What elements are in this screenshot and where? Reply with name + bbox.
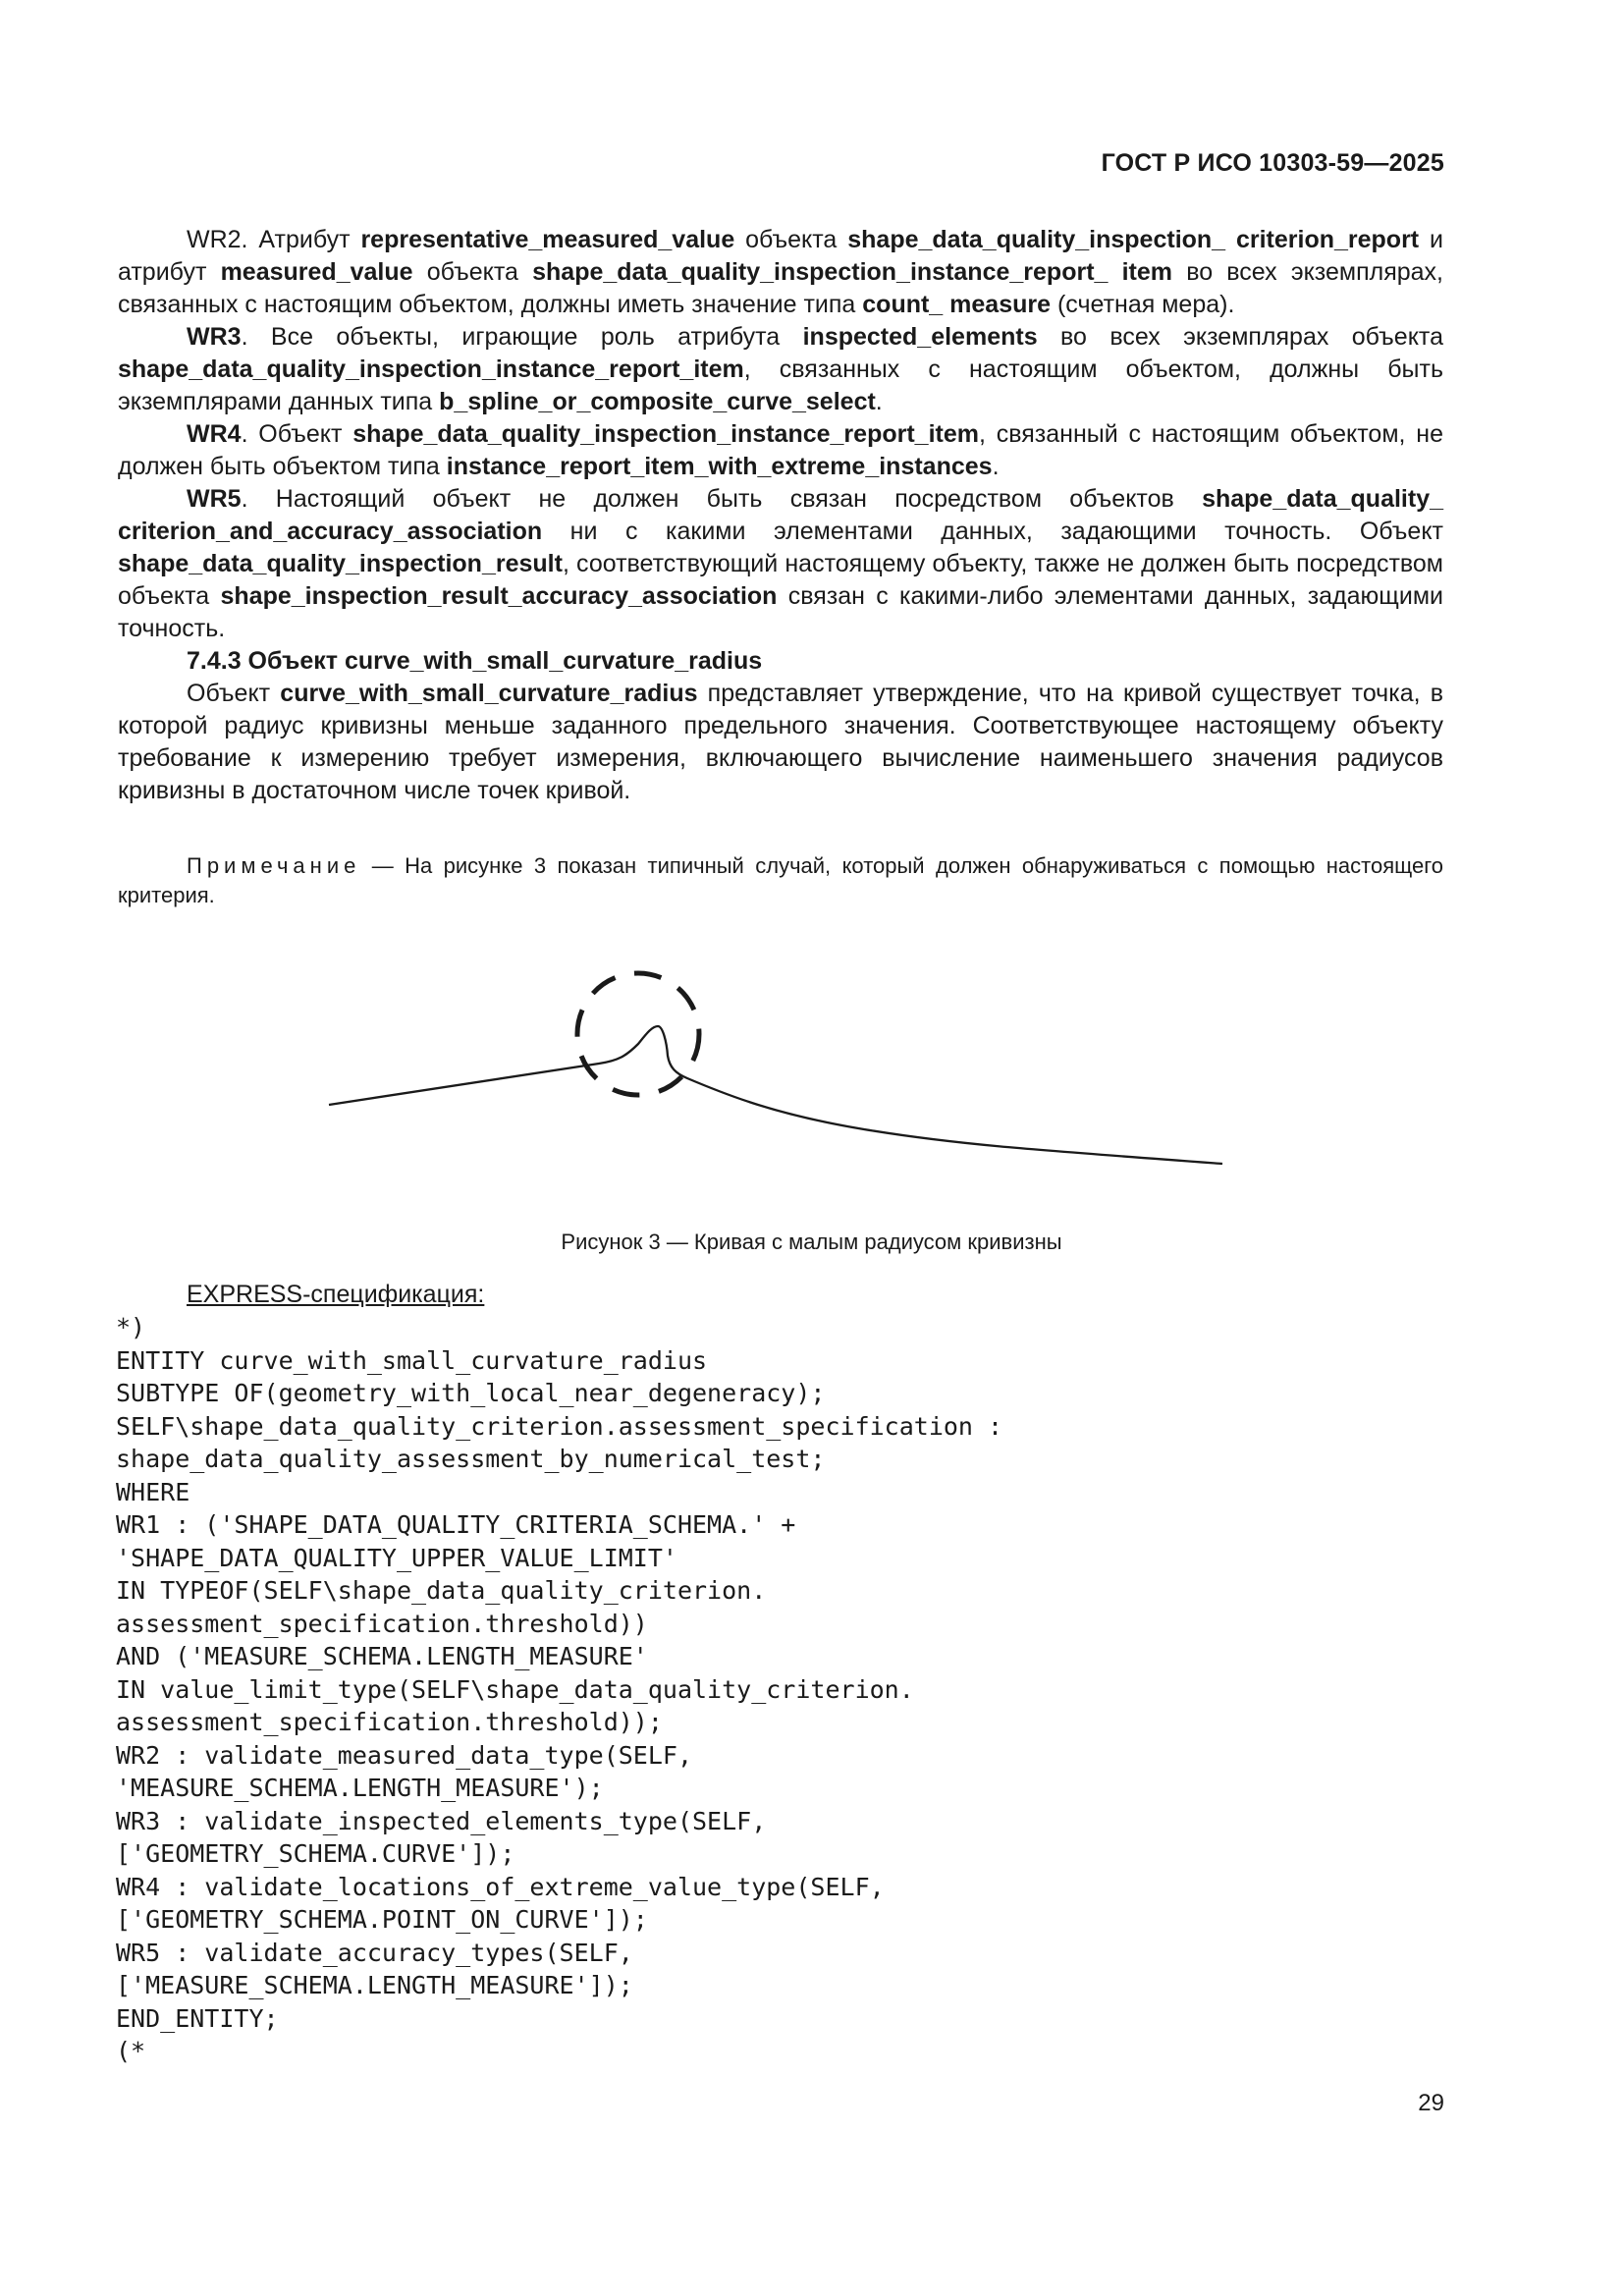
text-span: . Настоящий объект не должен быть связан посредством объектов bbox=[241, 485, 1203, 513]
paragraph-wr4 bbox=[118, 418, 1443, 483]
entity-name: curve_with_small_curvature_radius bbox=[280, 680, 698, 707]
rule-label: WR5 bbox=[187, 485, 242, 513]
section-heading-text: 7.4.3 Объект curve_with_small_curvature_radius bbox=[187, 647, 763, 675]
text-span: . bbox=[992, 453, 1000, 480]
entity-name: inspected_elements bbox=[802, 323, 1038, 351]
express-code: *) ENTITY curve_with_small_curvature_radius SUBTYPE OF(geometry_with_local_near_degeneracy); SELF\shape_data_quality_criterion.assessment_specification : shape_data_quality_assessment_by_numerical_test; WHERE WR1 : ('SHAPE_DATA_QUALITY_CRITERIA_SCHEMA.' + 'SHAPE_DATA_QUALITY_UPPER_VALUE_LIMIT' IN TYPEOF(SELF\shape_data_quality_criterion. assessment_specification.threshold)) AND ('MEASURE_SCHEMA.LENGTH_MEASURE' IN value_limit_type(SELF\shape_data_quality_criterion. assessment_specification.threshold)); WR2 : validate_measured_data_type(SELF, 'MEASURE_SCHEMA.LENGTH_MEASURE'); WR3 : validate_inspected_elements_type(SELF, ['GEOMETRY_SCHEMA.CURVE']); WR4 : validate_locations_of_extreme_value_type(SELF, ['GEOMETRY_SCHEMA.POINT_ON_CURVE']); WR5 : validate_accuracy_types(SELF, ['MEASURE_SCHEMA.LENGTH_MEASURE']); END_ENTITY; (* bbox=[116, 1313, 1003, 2065]
highlight-circle bbox=[577, 973, 699, 1095]
entity-name: shape_data_quality_inspection_instance_report_ item bbox=[532, 258, 1173, 286]
document-header: ГОСТ Р ИСО 10303-59—2025 bbox=[1101, 149, 1444, 177]
text-span: , связанный с настоящим объектом, не должен быть объектом типа bbox=[118, 420, 1443, 480]
text-span: объекта bbox=[734, 226, 848, 253]
text-span: , связанных с настоящим объектом, должны быть экземплярами данных типа bbox=[118, 355, 1443, 415]
text-span: . Все объекты, играющие роль атрибута bbox=[241, 323, 803, 351]
paragraph-wr5 bbox=[118, 483, 1443, 645]
page-number: 29 bbox=[1418, 2090, 1444, 2116]
entity-name: shape_data_quality_inspection_ criterion_report bbox=[847, 226, 1420, 253]
entity-name: shape_data_quality_inspection_instance_report_item bbox=[118, 355, 744, 383]
text-span: . Объект bbox=[241, 420, 353, 448]
text-span: во всех экземплярах объекта bbox=[1037, 323, 1443, 351]
body-text bbox=[118, 224, 1443, 807]
entity-name: shape_data_quality_inspection_instance_report_item bbox=[352, 420, 979, 448]
text-span: представляет утверждение, что на кривой существует точка, в которой радиус кривизны меньше заданного предельного значения. Соответствующее настоящему объекту требование к измерению требует измерения, включающего вычисление наименьшего значения радиусов кривизны в достаточном числе точек кривой. bbox=[118, 680, 1443, 804]
text-span: WR2. Атрибут bbox=[187, 226, 361, 253]
note bbox=[118, 851, 1443, 910]
paragraph-intro bbox=[118, 678, 1443, 807]
text-span: Объект bbox=[187, 680, 281, 707]
note-label: Примечание bbox=[187, 853, 361, 878]
section-heading bbox=[118, 645, 1443, 678]
text-span: , соответствующий настоящему объекту, также не должен быть посредством объекта bbox=[118, 550, 1443, 610]
entity-name: shape_data_quality_inspection_result bbox=[118, 550, 563, 577]
entity-name: b_spline_or_composite_curve_select bbox=[439, 388, 876, 415]
text-span: и атрибут bbox=[118, 226, 1443, 286]
figure-caption: Рисунок 3 — Кривая с малым радиусом кривизны bbox=[561, 1230, 1062, 1254]
entity-name: instance_report_item_with_extreme_instances bbox=[446, 453, 993, 480]
express-label: EXPRESS-спецификация: bbox=[187, 1281, 485, 1308]
entity-name: measured_value bbox=[220, 258, 413, 286]
text-span: связан с какими-либо элементами данных, задающими точность. bbox=[118, 582, 1443, 642]
rule-label: WR3 bbox=[187, 323, 242, 351]
note-text: — На рисунке 3 показан типичный случай, который должен обнаруживаться с помощью настоящего критерия. bbox=[118, 853, 1443, 907]
rule-label: WR4 bbox=[187, 420, 242, 448]
text-span: объекта bbox=[412, 258, 533, 286]
entity-name: count_ measure bbox=[862, 291, 1052, 318]
figure-curve-diagram bbox=[314, 948, 1237, 1183]
text-span: . bbox=[875, 388, 883, 415]
paragraph-wr3 bbox=[118, 321, 1443, 418]
text-span: во всех экземплярах, связанных с настоящим объектом, должны иметь значение типа bbox=[118, 258, 1443, 318]
entity-name: representative_measured_value bbox=[360, 226, 735, 253]
text-span: (счетная мера). bbox=[1051, 291, 1235, 318]
text-span: ни с какими элементами данных, задающими точность. Объект bbox=[542, 518, 1443, 545]
paragraph-wr2 bbox=[118, 224, 1443, 321]
entity-name: shape_data_quality_ criterion_and_accuracy_association bbox=[118, 485, 1443, 545]
entity-name: shape_inspection_result_accuracy_association bbox=[220, 582, 778, 610]
curve-line bbox=[329, 1026, 1222, 1164]
